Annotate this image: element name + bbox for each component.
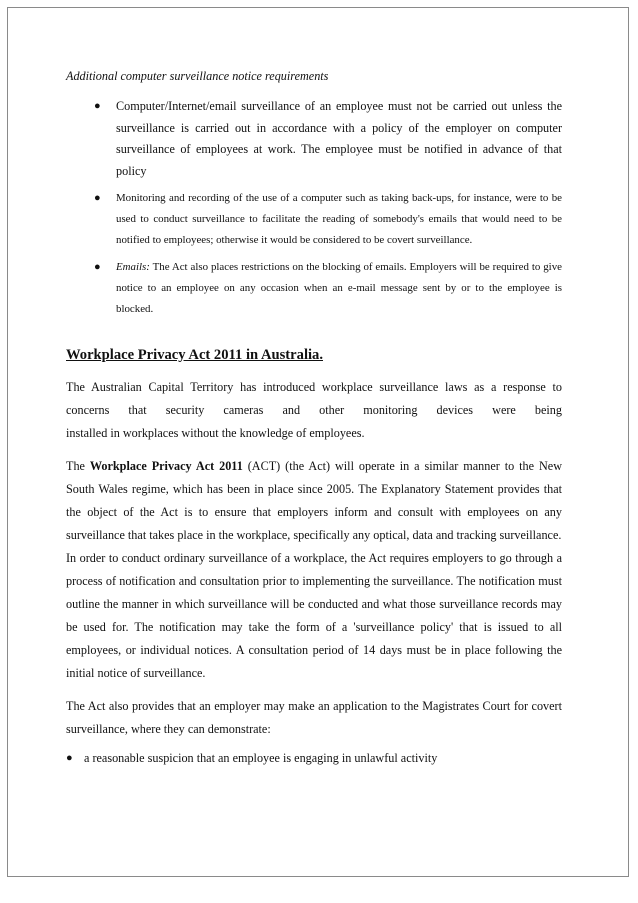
bullet-icon: ● — [94, 261, 101, 273]
list-item-lead: Emails: — [116, 261, 150, 273]
list-item — [66, 96, 562, 182]
paragraph-text: (ACT) (the Act) will operate in a similar manner to the New South Wales regime, which has been in place since 2005. The Explanatory Statement provides that the object of the Act is to ensure that employers inform and consult with employees on any surveillance that takes place in the workplace, specifically any optical, data and tracking surveillance. — [66, 459, 562, 542]
bullet-icon: ● — [66, 752, 73, 764]
paragraph-text: The — [66, 459, 90, 473]
paragraph — [66, 455, 562, 547]
paragraph-line: The Australian Capital Territory has introduced workplace surveillance laws as a response to — [66, 380, 562, 394]
subsection-heading: Additional computer surveillance notice requirements — [66, 69, 329, 83]
paragraph: The Act also provides that an employer may make an application to the Magistrates Court for covert surveillance, where they can demonstrate: — [66, 699, 562, 736]
list-item — [66, 747, 562, 770]
document-body — [66, 69, 562, 770]
section-title: Workplace Privacy Act 2011 in Australia. — [66, 347, 323, 363]
list-item-text: Monitoring and recording of the use of a computer such as taking back-ups, for instance, were to be used to conduct surveillance to facilitate the reading of somebody's emails that would need to be notified to employees; otherwise it would be considered to be covert surveillance. — [116, 192, 562, 246]
list-item-text: a reasonable suspicion that an employee is engaging in unlawful activity — [84, 751, 438, 765]
list-item-text: Computer/Internet/email surveillance of an employee must not be carried out unless the surveillance is carried out in accordance with a policy of the employer on computer surveillance of employees at work. The employee must be notified in advance of that policy — [116, 99, 562, 178]
list-item — [66, 188, 562, 251]
conditions-list — [66, 747, 562, 770]
bullet-icon: ● — [94, 100, 101, 112]
paragraph-line: concerns that security cameras and other monitoring devices were being — [66, 403, 562, 417]
act-name: Workplace Privacy Act 2011 — [89, 459, 243, 473]
bullet-icon: ● — [94, 192, 101, 204]
requirements-list — [66, 96, 562, 320]
paragraph: In order to conduct ordinary surveillance of a workplace, the Act requires employers to go through a process of notification and consultation prior to implementing the surveillance. The notification must outline the manner in which surveillance will be conducted and what those surveillance records may be used for. The notification may take the form of a 'surveillance policy' that is issued to all employees, or individual notices. A consultation period of 14 days must be in place following the initial notice of surveillance. — [66, 551, 562, 680]
list-item-text: The Act also places restrictions on the blocking of emails. Employers will be required to give notice to an employee on any occasion when an e-mail message sent by or to the employee is blocked. — [116, 261, 562, 315]
list-item — [66, 257, 562, 320]
paragraph-line: installed in workplaces without the knowledge of employees. — [66, 426, 365, 440]
